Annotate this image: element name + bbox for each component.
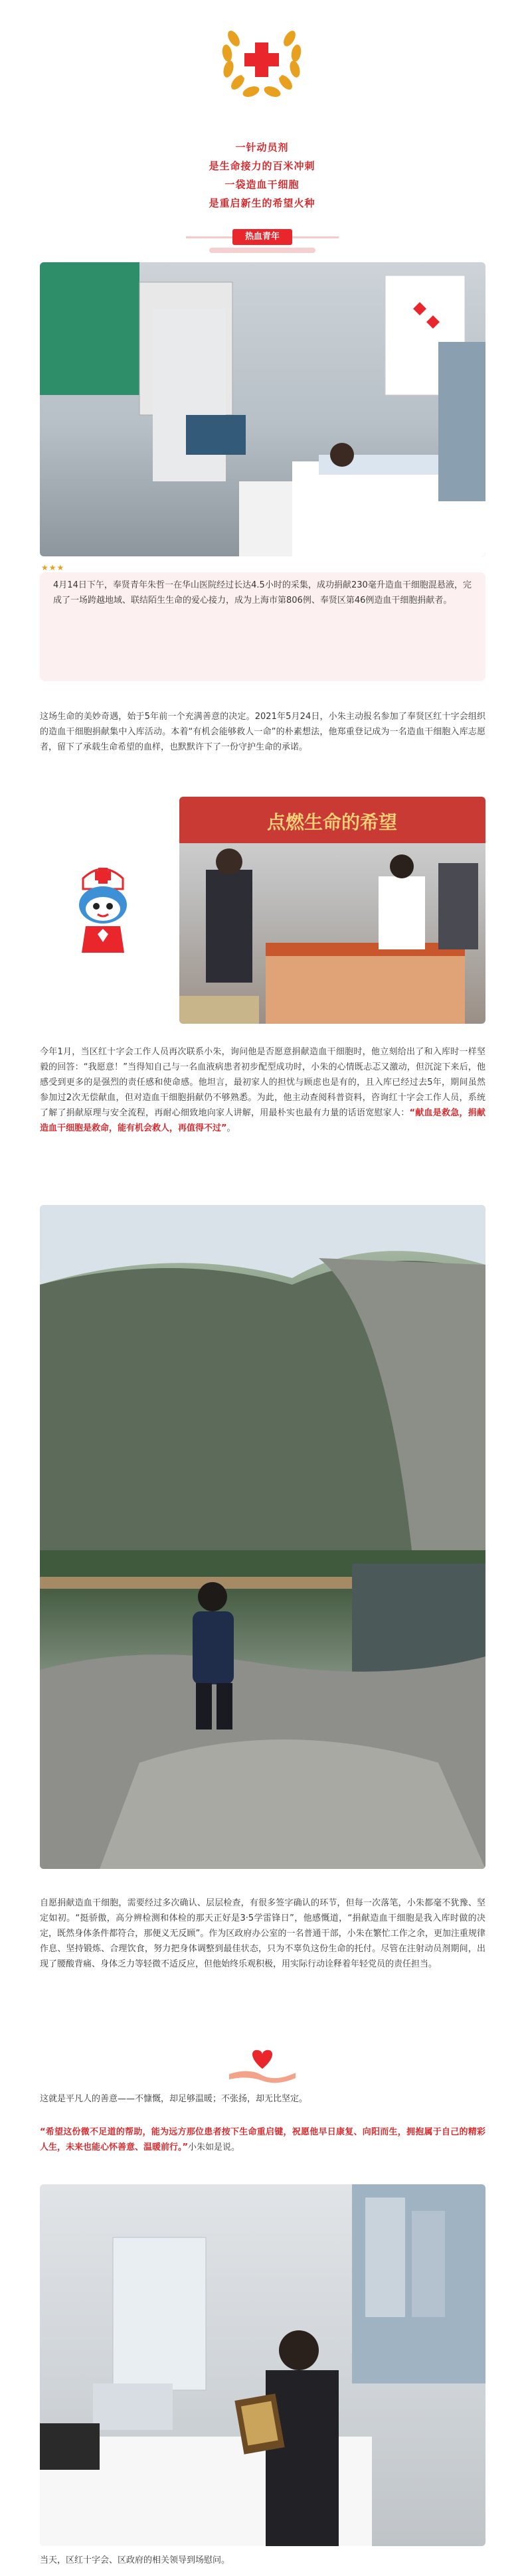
photo-outdoor-portrait [40,1205,485,1869]
paragraph-kindness: 这就是平凡人的善意——不慷慨，却足够温暖；不张扬，却无比坚定。 [40,2094,308,2104]
slogan-line: 一针动员剂 [235,141,289,153]
paragraph-confirmation-end: 。 [226,1123,236,1133]
ward-scene [40,2184,485,2546]
event-scene [179,797,485,1024]
donor-quote-tail: 小朱如是说。 [188,2142,240,2152]
section-tag: 热血青年 [232,229,292,245]
slogan-line: 一袋造血干细胞 [224,179,300,191]
paragraph-origin: 这场生命的美妙奇遇，始于5年前一个充满善意的决定。2021年5月24日，小朱主动报名参加了奉贤区红十字会组织的造血干细胞捐献集中入库活动。本着“有机会能够救人一命”的朴素想法，他郑重登记成为一名造血干细胞入库志愿者，留下了承载生命希望的血样，也默默许下了一份守护生命的承诺。 [40,712,485,752]
slogan-line: 是重启新生的希望火种 [209,197,315,209]
paragraph-confirmation [40,1044,485,1136]
paragraph-confirmation-text: 今年1月，当区红十字会工作人员再次联系小朱，询问他是否愿意捐献造血干细胞时，他立刻给出了和入库时一样坚毅的回答：“我愿意！”当得知自己与一名血液病患者初步配型成功时，小朱的心情既忐忑又激动，但沉淀下来后，他感受到更多的是强烈的责任感和使命感。他坦言，最初家人的担忧与顾虑也是有的，且入库已经过去5年，期间虽然参加过2次无偿献血，但对造血干细胞捐献仍不够熟悉。为此，他主动查阅科普资料，咨询红十字会工作人员，系统了解了捐献原理与安全流程，再耐心细致地向家人讲解，用最朴实也最有力量的话语宽慰家人： [40,1047,485,1118]
photo-ward-visit [40,2184,485,2546]
event-banner-text: 点燃生命的希望 [266,812,398,833]
slogan-block [0,138,524,212]
family-quote: “献血是救急，捐献造血干细胞是救命，能有机会救人，再值得不过” [40,1108,485,1133]
photo-registration-event [179,797,485,1024]
slogan-line: 是生命接力的百米冲刺 [209,160,315,172]
red-cross-emblem-icon [211,12,312,105]
heart-hand-icon [222,2045,302,2085]
hospital-scene [40,262,485,556]
donor-quote: “希望这份微不足道的帮助，能为远方那位患者按下生命重启键，祝愿他早日康复、向阳而生，拥抱属于自己的精彩人生，未来也能心怀善意、温暖前行。” [40,2127,485,2152]
decorative-bar [209,248,315,253]
paragraph-visit: 当天，区红十字会、区政府的相关领导到场慰问。 [40,2555,230,2565]
paragraph-wish [40,2125,485,2155]
mascot-icon [63,860,143,959]
intro-paragraph: 4月14日下午，奉贤青年朱哲一在华山医院经过长达4.5小时的采集，成功捐献230毫升造血干细胞混悬液，完成了一场跨越地域、联结陌生生命的爱心接力，成为上海市第806例、奉贤区第46例造血干细胞捐献者。 [53,580,472,605]
decorative-stars: ★★★ [41,563,65,572]
photo-donation-hospital [40,262,485,556]
mountain-scene [40,1205,485,1869]
paragraph-process: 自愿捐献造血干细胞，需要经过多次确认、层层检查，有很多签字确认的环节，但每一次落笔，小朱都毫不犹豫、坚定如初。“挺骄傲，高分辨检测和体检的那天正好是3·5学雷锋日”，他感慨道，“捐献造血干细胞是我入库时做的决定，既然身体条件都符合，那便义无反顾”。作为区政府办公室的一名普通干部，小朱在繁忙工作之余，更加注重规律作息、坚持锻炼、合理饮食，努力把身体调整到最佳状态，只为不辜负这份生命的托付。尽管在注射动员剂期间，出现了腰酸背痛、身体乏力等轻微不适反应，但他始终乐观积极，用实际行动诠释着年轻党员的责任担当。 [40,1898,485,1969]
